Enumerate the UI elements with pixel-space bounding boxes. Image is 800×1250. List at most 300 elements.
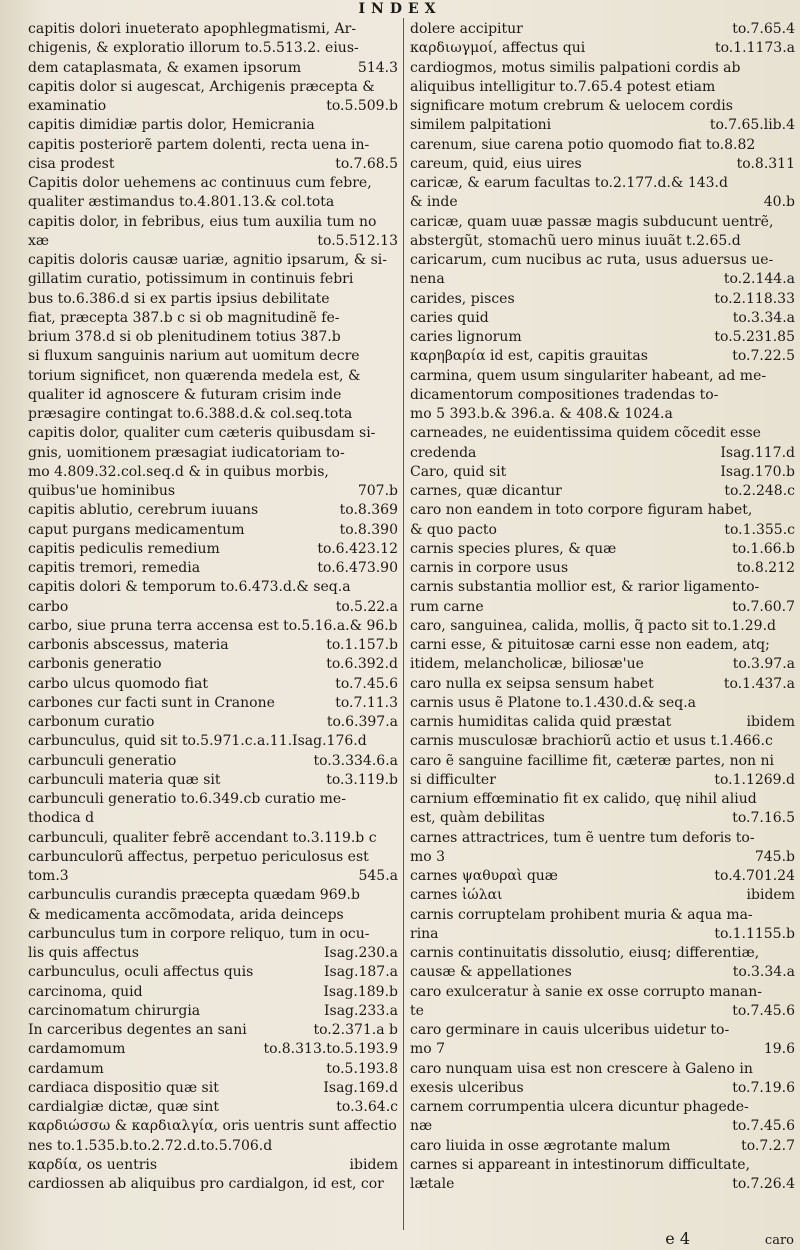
index-entry-text: caro nunquam uisa est non crescere à Galeno in xyxy=(410,1060,753,1077)
index-entry-reference: to.5.509.b xyxy=(326,98,398,114)
column-divider xyxy=(403,18,404,1230)
index-entry-text: carmina, quem usum singulariter habeant, ad me- xyxy=(410,367,767,384)
index-entry-text: carnium effœminatio fit ex calido, quę nihil aliud xyxy=(410,791,757,807)
index-entry-text: capitis dolor, qualiter cum cæteris quibusdam si- xyxy=(28,425,376,442)
index-line xyxy=(410,598,795,617)
index-entry-text: carnis humiditas calida quid præstat xyxy=(410,714,672,730)
index-entry-reference: 545.a xyxy=(358,868,398,884)
index-line xyxy=(28,752,398,771)
index-entry-reference: to.7.2.7 xyxy=(741,1137,795,1154)
index-entry-text: carnem corrumpentia ulcera dicuntur phagede- xyxy=(410,1099,749,1115)
index-line xyxy=(28,713,398,732)
index-entry-reference: to.1.355.c xyxy=(724,521,795,538)
index-entry-text: cardialgiæ dictæ, quæ sint xyxy=(28,1099,220,1115)
index-line xyxy=(410,1156,795,1175)
index-entry-reference: Isag.233.a xyxy=(324,1002,398,1019)
index-entry-reference: to.8.369 xyxy=(339,502,398,519)
index-entry-reference: to.1.1173.a xyxy=(714,40,795,57)
index-entry-text: exesis ulceribus xyxy=(410,1079,524,1096)
index-line xyxy=(28,944,398,963)
index-entry-text: gnis, uomitionem præsagiat iudicatoriam to- xyxy=(28,444,345,461)
index-entry-text: Capitis dolor uehemens ac continuus cum febre, xyxy=(28,175,372,191)
index-line xyxy=(410,1079,795,1098)
right-column xyxy=(410,20,795,1232)
index-line xyxy=(28,636,398,655)
index-entry-reference: to.1.157.b xyxy=(326,637,398,653)
index-entry-text: In carceribus degentes an sani xyxy=(28,1022,247,1038)
index-line xyxy=(28,790,398,809)
index-entry-reference: ibidem xyxy=(349,1156,398,1173)
index-line xyxy=(410,1137,795,1156)
index-line xyxy=(410,213,795,232)
index-entry-text: si fluxum sanguinis narium aut uomitum decre xyxy=(28,348,360,365)
index-line xyxy=(28,886,398,905)
signature-mark: e 4 xyxy=(665,1229,690,1248)
index-entry-text: caries quid xyxy=(410,309,489,326)
index-line xyxy=(28,290,398,309)
index-entry-reference: Isag.170.b xyxy=(720,463,795,480)
index-entry-reference: to.7.68.5 xyxy=(335,155,398,172)
index-entry-text: caro nulla ex seipsa sensum habet xyxy=(410,675,654,692)
index-entry-reference: to.7.45.6 xyxy=(732,1002,795,1019)
index-entry-reference: to.6.473.90 xyxy=(317,560,398,576)
index-entry-text: carbunculus, oculi affectus quis xyxy=(28,964,254,981)
index-line xyxy=(410,347,795,366)
index-entry-text: καρηβαρία id est, capitis grauitas xyxy=(410,348,648,365)
index-entry-text: dicamentorum compositiones tradendas to- xyxy=(410,386,719,403)
index-entry-text: capitis posteriorẽ partem dolenti, recta uena in- xyxy=(28,136,370,153)
index-entry-text: credenda xyxy=(410,444,477,461)
index-entry-text: carbonum curatio xyxy=(28,714,155,730)
index-line xyxy=(28,20,398,39)
index-line xyxy=(28,501,398,520)
index-line xyxy=(28,906,398,925)
index-entry-text: caries lignorum xyxy=(410,329,522,345)
index-line xyxy=(410,771,795,790)
index-line xyxy=(28,867,398,886)
index-line xyxy=(410,578,795,597)
index-line xyxy=(28,405,398,424)
index-entry-text: carbo ulcus quomodo fiat xyxy=(28,675,208,692)
left-column xyxy=(28,20,398,1232)
index-entry-text: quibus'ue hominibus xyxy=(28,483,176,499)
index-line xyxy=(410,59,795,78)
index-entry-text: carbunculus tum in corpore reliquo, tum in ocu- xyxy=(28,925,370,942)
index-entry-text: cardiaca dispositio quæ sit xyxy=(28,1079,219,1096)
index-entry-reference: to.3.97.a xyxy=(732,656,795,673)
index-line xyxy=(410,1098,795,1117)
index-entry-text: & inde xyxy=(410,194,458,211)
index-entry-text: caricæ, quam uuæ passæ magis subducunt uentrẽ, xyxy=(410,213,774,230)
index-line xyxy=(410,829,795,848)
index-line xyxy=(28,97,398,116)
index-entry-text: carbunculis curandis præcepta quædam 969.b xyxy=(28,887,360,904)
index-entry-reference: ibidem xyxy=(746,887,795,904)
index-entry-text: mo 4.809.32.col.seq.d & in quibus morbis, xyxy=(28,463,329,480)
index-entry-reference: to.8.311 xyxy=(736,155,795,172)
index-entry-reference: to.7.65.lib.4 xyxy=(709,117,795,134)
index-line xyxy=(410,424,795,443)
index-entry-reference: to.1.437.a xyxy=(723,675,795,692)
index-line xyxy=(410,655,795,674)
index-entry-reference: to.7.60.7 xyxy=(732,598,795,615)
index-line xyxy=(410,1002,795,1021)
index-entry-text: te xyxy=(410,1002,424,1019)
index-line xyxy=(410,1175,795,1194)
index-entry-text: capitis dolori inueterato apophlegmatismi, Ar- xyxy=(28,21,357,37)
index-entry-text: carnes, quæ dicantur xyxy=(410,483,562,499)
page-header: INDEX xyxy=(358,1,442,17)
index-entry-text: carnis in corpore usus xyxy=(410,560,569,576)
index-line xyxy=(28,444,398,463)
index-entry-reference: to.2.371.a b xyxy=(313,1022,398,1038)
catchword: caro xyxy=(764,1233,794,1248)
index-line xyxy=(28,482,398,501)
index-line xyxy=(28,174,398,193)
index-line xyxy=(410,39,795,58)
index-entry-text: lætale xyxy=(410,1176,455,1192)
index-entry-text: carnes ἰώλαι xyxy=(410,887,503,904)
index-entry-text: mo 3 xyxy=(410,848,446,865)
index-entry-text: cardamomum xyxy=(28,1041,126,1058)
index-entry-reference: to.7.19.6 xyxy=(732,1079,795,1096)
index-entry-text: caro exulceratur à sanie ex osse corrupto manan- xyxy=(410,983,762,1000)
index-entry-text: caro non eandem in toto corpore figuram habet, xyxy=(410,502,753,519)
index-line xyxy=(28,983,398,1002)
index-line xyxy=(28,598,398,617)
index-entry-reference: to.3.334.6.a xyxy=(313,752,398,769)
index-entry-reference: to.4.701.24 xyxy=(714,868,795,884)
index-entry-text: carbo xyxy=(28,598,69,615)
index-line xyxy=(410,713,795,732)
index-entry-text: καρδιωγμοί, affectus qui xyxy=(410,40,586,57)
index-entry-reference: Isag.230.a xyxy=(324,945,398,961)
index-line xyxy=(410,1040,795,1059)
index-entry-reference: to.7.26.4 xyxy=(732,1176,795,1192)
index-line xyxy=(410,925,795,944)
index-line xyxy=(410,540,795,559)
index-entry-text: tom.3 xyxy=(28,868,69,884)
index-entry-text: abstergũt, stomachũ uero minus iuuãt t.2.65.d xyxy=(410,232,741,249)
index-entry-text: carbunculi generatio xyxy=(28,752,177,769)
index-entry-text: examinatio xyxy=(28,98,107,114)
index-entry-text: Caro, quid sit xyxy=(410,463,507,480)
index-entry-text: capitis dolor si augescat, Archigenis præcepta & xyxy=(28,78,375,95)
index-entry-text: carenum, siue carena potio quomodo fiat to.8.82 xyxy=(410,136,756,153)
index-entry-text: lis quis affectus xyxy=(28,945,139,961)
index-entry-text: capitis dolor, in febribus, eius tum auxilia tum no xyxy=(28,213,377,230)
index-line xyxy=(28,136,398,155)
index-entry-reference: 707.b xyxy=(357,483,398,499)
index-entry-reference: Isag.169.d xyxy=(323,1079,398,1096)
index-entry-text: & medicamenta accõmodata, arida deinceps xyxy=(28,906,344,923)
index-line xyxy=(28,424,398,443)
index-entry-text: mo 7 xyxy=(410,1041,446,1058)
index-line xyxy=(410,482,795,501)
index-entry-text: significare motum crebrum & uelocem cordis xyxy=(410,98,733,114)
index-entry-text: si difficulter xyxy=(410,771,496,788)
index-entry-reference: Isag.117.d xyxy=(720,444,795,461)
index-line xyxy=(410,501,795,520)
index-line xyxy=(28,521,398,540)
index-entry-reference: ibidem xyxy=(746,714,795,730)
index-entry-text: caro germinare in cauis ulceribus uidetur to- xyxy=(410,1022,730,1038)
index-line xyxy=(410,444,795,463)
index-line xyxy=(28,771,398,790)
index-entry-text: rina xyxy=(410,925,439,942)
index-entry-text: carbo, siue pruna terra accensa est to.5.16.a.& 96.b xyxy=(28,617,398,634)
index-line xyxy=(28,1098,398,1117)
index-entry-reference: to.6.392.d xyxy=(326,656,398,673)
index-entry-text: aliquibus intelligitur to.7.65.4 potest etiam xyxy=(410,78,716,95)
index-line xyxy=(410,752,795,771)
index-line xyxy=(410,559,795,578)
index-entry-text: & quo pacto xyxy=(410,521,497,538)
index-line xyxy=(28,39,398,58)
index-entry-text: carcinoma, quid xyxy=(28,983,143,1000)
index-entry-reference: 745.b xyxy=(754,848,795,865)
index-line xyxy=(28,655,398,674)
index-entry-text: carnis substantia mollior est, & rarior ligamento- xyxy=(410,579,760,596)
index-entry-text: qualiter id agnoscere & futuram crisim inde xyxy=(28,386,342,403)
index-entry-text: xæ xyxy=(28,232,50,249)
index-line xyxy=(28,155,398,174)
index-entry-text: carnis continuitatis dissolutio, eiusq; differentiæ, xyxy=(410,945,760,961)
index-line xyxy=(28,848,398,867)
index-entry-text: carbunculorũ affectus, perpetuo periculosus est xyxy=(28,848,369,865)
index-entry-text: bus to.6.386.d si ex partis ipsius debilitate xyxy=(28,290,330,307)
index-entry-reference: to.2.118.33 xyxy=(714,290,795,307)
index-line xyxy=(28,578,398,597)
index-entry-text: capitis doloris causæ uariæ, agnitio ipsarum, & si- xyxy=(28,252,388,268)
index-entry-text: carbunculi generatio to.6.349.cb curatio me- xyxy=(28,791,346,807)
index-line xyxy=(410,694,795,713)
index-entry-reference: to.5.231.85 xyxy=(714,329,795,345)
index-line xyxy=(28,963,398,982)
index-entry-text: caro, sanguinea, calida, mollis, q̃ pacto sit to.1.29.d xyxy=(410,617,776,634)
index-line xyxy=(28,1137,398,1156)
index-entry-reference: to.2.144.a xyxy=(723,271,795,288)
index-line xyxy=(410,521,795,540)
page-footer xyxy=(0,1230,800,1248)
index-line xyxy=(28,925,398,944)
index-line xyxy=(28,328,398,347)
index-entry-text: carbones cur facti sunt in Cranone xyxy=(28,694,275,711)
index-line xyxy=(28,617,398,636)
index-entry-reference: to.3.34.a xyxy=(732,309,795,326)
index-line xyxy=(410,251,795,270)
index-entry-reference: to.1.1269.d xyxy=(714,771,795,788)
index-line xyxy=(410,386,795,405)
index-line xyxy=(410,886,795,905)
index-entry-text: carbunculi, qualiter febrẽ accendant to.3.119.b c xyxy=(28,829,377,846)
index-entry-text: carnes attractrices, tum ẽ uentre tum deforis to- xyxy=(410,829,755,846)
index-line xyxy=(28,463,398,482)
index-entry-reference: to.7.16.5 xyxy=(732,810,795,827)
index-entry-text: thodica d xyxy=(28,810,95,827)
index-entry-text: rum carne xyxy=(410,598,484,615)
index-line xyxy=(410,136,795,155)
index-line xyxy=(410,1117,795,1136)
index-entry-text: nena xyxy=(410,271,445,288)
index-entry-text: mo 5 393.b.& 396.a. & 408.& 1024.a xyxy=(410,406,673,422)
index-line xyxy=(28,809,398,828)
index-line xyxy=(28,309,398,328)
index-line xyxy=(28,1060,398,1079)
index-entry-text: capitis dimidiæ partis dolor, Hemicrania xyxy=(28,117,315,134)
index-entry-text: similem palpitationi xyxy=(410,117,552,134)
index-entry-reference: to.3.34.a xyxy=(732,964,795,981)
index-entry-text: carcinomatum chirurgia xyxy=(28,1002,201,1019)
index-entry-reference: 19.6 xyxy=(763,1041,795,1058)
index-entry-reference: to.8.390 xyxy=(339,521,398,538)
index-entry-reference: to.8.313.to.5.193.9 xyxy=(263,1041,398,1058)
index-entry-reference: to.7.65.4 xyxy=(732,21,795,37)
index-entry-text: capitis pediculis remedium xyxy=(28,540,220,557)
index-entry-text: cardamum xyxy=(28,1060,104,1077)
index-line xyxy=(410,1060,795,1079)
index-line xyxy=(28,59,398,78)
index-entry-text: fiat, præcepta 387.b c si ob magnitudinẽ fe- xyxy=(28,309,340,326)
index-entry-text: carnis species plures, & quæ xyxy=(410,540,617,557)
index-line xyxy=(28,1079,398,1098)
index-entry-text: carneades, ne euidentissima quidem cõcedit esse xyxy=(410,425,761,442)
index-entry-text: carides, pisces xyxy=(410,290,515,307)
index-entry-reference: to.7.11.3 xyxy=(335,694,398,711)
index-line xyxy=(28,694,398,713)
index-entry-text: carbunculus, quid sit to.5.971.c.a.11.Isag.176.d xyxy=(28,733,367,750)
index-entry-reference: to.5.512.13 xyxy=(317,232,398,249)
index-entry-reference: Isag.187.a xyxy=(324,964,398,981)
index-line xyxy=(410,78,795,97)
index-entry-text: cardiogmos, motus similis palpationi cordis ab xyxy=(410,59,741,76)
index-entry-text: careum, quid, eius uires xyxy=(410,155,582,172)
index-line xyxy=(410,290,795,309)
index-line xyxy=(28,829,398,848)
index-line xyxy=(410,116,795,135)
index-line xyxy=(28,193,398,212)
index-entry-reference: to.2.248.c xyxy=(724,483,795,499)
index-line xyxy=(410,193,795,212)
index-entry-text: caro liuida in osse ægrotante malum xyxy=(410,1137,671,1154)
index-line xyxy=(410,270,795,289)
index-entry-text: carbonis abscessus, materia xyxy=(28,637,229,653)
index-entry-text: καρδία, os uentris xyxy=(28,1156,158,1173)
index-line xyxy=(28,1156,398,1175)
index-entry-text: caricæ, & earum facultas to.2.177.d.& 143.d xyxy=(410,175,728,191)
index-entry-reference: to.7.22.5 xyxy=(732,348,795,365)
index-entry-reference: to.3.119.b xyxy=(326,771,398,788)
index-line xyxy=(28,675,398,694)
index-entry-reference: Isag.189.b xyxy=(323,983,398,1000)
index-line xyxy=(410,636,795,655)
index-line xyxy=(410,232,795,251)
index-line xyxy=(410,675,795,694)
index-entry-text: itidem, melancholicæ, biliosæ'ue xyxy=(410,656,644,673)
index-entry-reference: to.6.423.12 xyxy=(317,540,398,557)
index-line xyxy=(28,1021,398,1040)
index-entry-text: cardiossen ab aliquibus pro cardialgon, id est, cor xyxy=(28,1176,384,1192)
index-line xyxy=(410,617,795,636)
index-line xyxy=(410,367,795,386)
index-entry-text: carnis usus ẽ Platone to.1.430.d.& seq.a xyxy=(410,694,696,711)
index-line xyxy=(28,78,398,97)
index-entry-reference: to.6.397.a xyxy=(326,714,398,730)
index-entry-text: carbunculi materia quæ sit xyxy=(28,771,221,788)
index-line xyxy=(410,809,795,828)
index-entry-text: capitis dolori & temporum to.6.473.d.& seq.a xyxy=(28,579,351,596)
index-line xyxy=(410,20,795,39)
index-line xyxy=(28,251,398,270)
index-entry-text: carni esse, & pituitosæ carni esse non eadem, atq; xyxy=(410,637,770,653)
index-line xyxy=(410,463,795,482)
index-entry-text: carbonis generatio xyxy=(28,656,162,673)
index-entry-reference: to.7.45.6 xyxy=(732,1118,795,1135)
index-entry-text: nes to.1.535.b.to.2.72.d.to.5.706.d xyxy=(28,1137,273,1154)
index-entry-text: est, quàm debilitas xyxy=(410,810,545,827)
index-entry-text: καρδιώσσω & καρδιαλγία, oris uentris sunt affectio xyxy=(28,1118,397,1135)
index-entry-reference: to.5.193.8 xyxy=(326,1060,398,1077)
index-line xyxy=(28,116,398,135)
index-entry-text: carnes si appareant in intestinorum difficultate, xyxy=(410,1156,751,1173)
index-line xyxy=(410,1021,795,1040)
index-line xyxy=(28,540,398,559)
index-entry-text: caput purgans medicamentum xyxy=(28,521,245,538)
index-entry-text: caricarum, cum nucibus ac ruta, usus aduersus ue- xyxy=(410,252,774,268)
index-entry-text: capitis ablutio, cerebrum iuuans xyxy=(28,502,259,519)
index-line xyxy=(410,906,795,925)
index-entry-text: caro ẽ sanguine facillime fit, cæteræ partes, non ni xyxy=(410,752,775,769)
index-line xyxy=(28,559,398,578)
index-entry-text: causæ & appellationes xyxy=(410,964,572,981)
index-line xyxy=(410,97,795,116)
index-entry-reference: 514.3 xyxy=(357,59,398,76)
index-line xyxy=(28,732,398,751)
index-entry-text: dem cataplasmata, & examen ipsorum xyxy=(28,59,302,76)
index-line xyxy=(410,983,795,1002)
index-line xyxy=(410,963,795,982)
index-entry-reference: to.5.22.a xyxy=(335,598,398,615)
index-entry-text: capitis tremori, remedia xyxy=(28,560,201,576)
index-entry-reference: to.7.45.6 xyxy=(335,675,398,692)
index-line xyxy=(410,405,795,424)
index-line xyxy=(410,790,795,809)
index-entry-text: næ xyxy=(410,1118,433,1135)
index-entry-text: qualiter æstimandus to.4.801.13.& col.tota xyxy=(28,194,335,211)
index-entry-text: torium significet, non quærenda medela est, & xyxy=(28,367,361,384)
index-line xyxy=(28,347,398,366)
index-entry-text: chigenis, & exploratio illorum to.5.513.2. eius- xyxy=(28,40,359,57)
index-entry-text: brium 378.d si ob plenitudinem totius 387.b xyxy=(28,329,341,345)
index-entry-reference: to.1.66.b xyxy=(732,540,795,557)
index-entry-text: gillatim curatio, potissimum in continuis febri xyxy=(28,271,354,288)
index-line xyxy=(410,867,795,886)
index-entry-reference: to.1.1155.b xyxy=(714,925,795,942)
index-line xyxy=(410,732,795,751)
index-entry-reference: to.8.212 xyxy=(736,560,795,576)
index-line xyxy=(28,1040,398,1059)
index-entry-text: carnis corruptelam prohibent muria & aqua ma- xyxy=(410,906,753,923)
index-entry-reference: to.3.64.c xyxy=(336,1099,398,1115)
index-line xyxy=(410,848,795,867)
index-line xyxy=(28,1175,398,1194)
index-line xyxy=(28,270,398,289)
index-line xyxy=(410,328,795,347)
index-entry-text: carnis musculosæ brachiorũ actio et usus t.1.466.c xyxy=(410,733,773,750)
index-line xyxy=(28,1002,398,1021)
index-line xyxy=(28,386,398,405)
index-line xyxy=(410,174,795,193)
